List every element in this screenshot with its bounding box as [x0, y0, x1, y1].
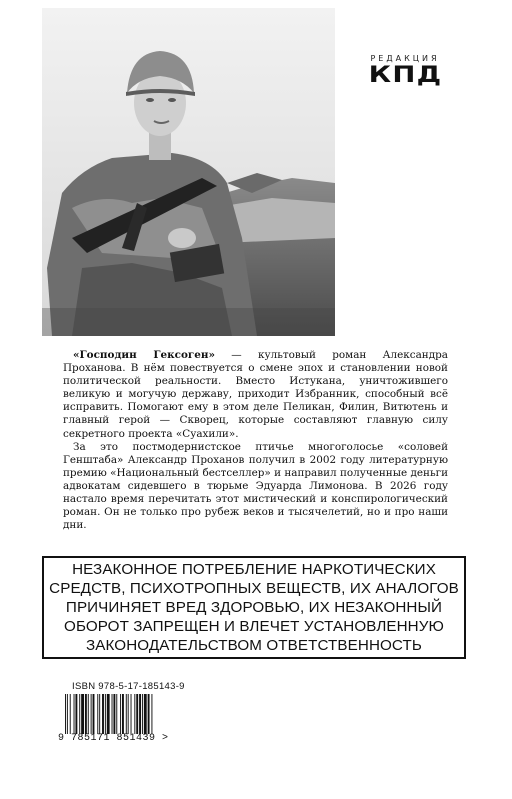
legal-warning-text: НЕЗАКОННОЕ ПОТРЕБЛЕНИЕ НАРКОТИЧЕСКИХ СРЕДСТВ, ПСИХОТРОПНЫХ ВЕЩЕСТВ, ИХ АНАЛОГОВ ПРИЧИНЯЕТ ВРЕД ЗДОРОВЬЮ, ИХ НЕЗАКОННЫЙ ОБОРОТ ЗАПРЕЩЕН И ВЛЕЧЕТ УСТАНОВЛЕННУЮ ЗАКОНОДАТЕЛЬСТВОМ ОТВЕТСТВЕННОСТЬ — [49, 561, 459, 654]
isbn-label: ISBN 978-5-17-185143-9 — [72, 681, 185, 692]
description-paragraph-2: За это постмодернистское птичье многоголосье «соловей Генштаба» Александр Проханов получил в 2002 году литературную премию «Национальный бестселлер» и направил полученные деньги адвокатам сидевшего в тюрьме Эдуарда Лимонова. В 2026 году настало время перечитать этот мистический и конспирологический роман. Он не только про рубеж веков и тысячелетий, но и про наши дни. — [63, 440, 448, 532]
book-description — [63, 349, 448, 532]
logo-caption: РЕДАКЦИЯ — [370, 54, 440, 63]
logo-wordmark: КПД — [368, 63, 442, 88]
barcode — [63, 694, 190, 734]
description-text-1: — культовый роман Александра Проханова. В нём повествуется о смене эпох и становлении новой политической реальности. Вместо Истукана, уничтожившего великую и могучую державу, приходит Избранник, способный всё исправить. Помогают ему в этом деле Пеликан, Филин, Витютень и главный герой — Скворец, которые составляют главную силу секретного проекта «Суахили». — [63, 349, 448, 440]
soldier-photo-icon — [42, 8, 335, 336]
barcode-icon — [63, 694, 190, 734]
description-paragraph-1 — [63, 349, 448, 441]
publisher-logo — [360, 54, 450, 87]
book-title: «Господин Гексоген» — [73, 349, 215, 361]
author-photo — [42, 8, 335, 336]
barcode-digits: 9 785171 851439 > — [58, 733, 169, 744]
legal-warning-box — [42, 556, 466, 659]
